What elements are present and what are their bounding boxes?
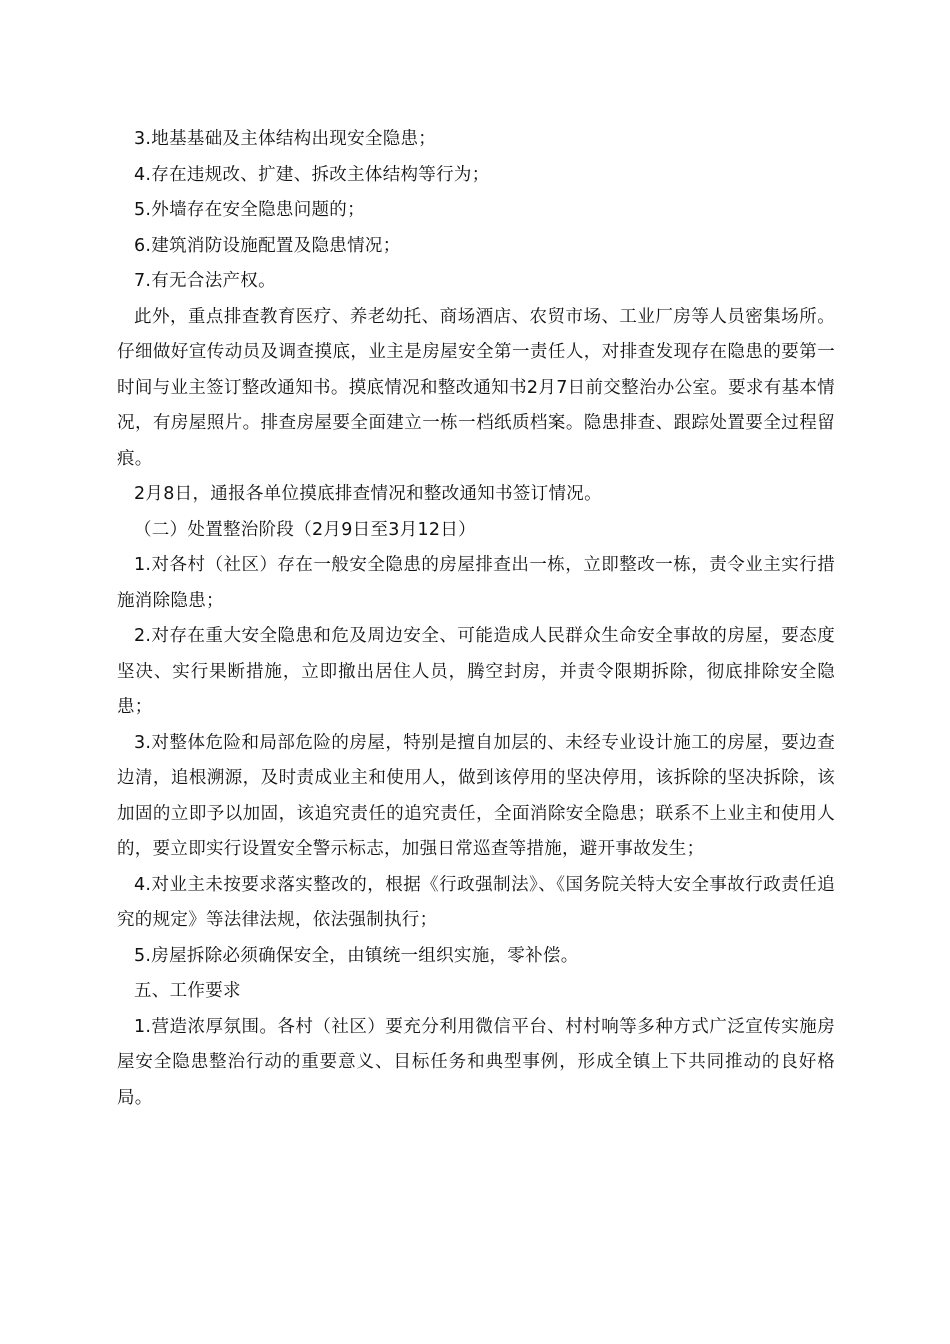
item-illegal-alteration: 4.存在违规改、扩建、拆改主体结构等行为； [134,164,490,185]
item-demolition: 5.房屋拆除必须确保安全，由镇统一组织实施，零补偿。 [134,945,579,966]
item-legal-property: 7.有无合法产权。 [134,271,276,291]
item-foundation-hazard: 3.地基基础及主体结构出现安全隐患； [134,129,437,149]
item-general-hazard: 1.对各村（社区）存在一般安全隐患的房屋排查出一栋，立即整改一栋，责令业主实行措施消除隐患； [117,555,835,611]
item-atmosphere: 1.营造浓厚氛围。各村（社区）要充分利用微信平台、村村响等多种方式广泛宣传实施房屋安全隐患整治行动的重要意义、目标任务和典型事例，形成全镇上下共同推动的良好格局。 [117,1016,835,1108]
section-heading-rectification: （二）处置整治阶段（2月9日至3月12日） [134,519,476,540]
item-major-hazard: 2.对存在重大安全隐患和危及周边安全、可能造成人民群众生命安全事故的房屋，要态度坚决、实行果断措施，立即撤出居住人员，腾空封房，并责令限期拆除，彻底排除安全隐患； [117,626,835,717]
document-page [117,122,835,1116]
section-heading-requirements: 五、工作要求 [134,981,241,1001]
item-dangerous-house: 3.对整体危险和局部危险的房屋，特别是擅自加层的、未经专业设计施工的房屋，要边查边清，追根溯源，及时责成业主和使用人，做到该停用的坚决停用，该拆除的坚决拆除，该加固的立即予以加固，该追究责任的追究责任，全面消除安全隐患；联系不上业主和使用人的，要立即实行设置安全警示标志，加强日常巡查等措施，避开事故发生； [117,732,835,859]
paragraph-key-inspection: 此外，重点排查教育医疗、养老幼托、商场酒店、农贸市场、工业厂房等人员密集场所。仔细做好宣传动员及调查摸底，业主是房屋安全第一责任人，对排查发现存在隐患的要第一时间与业主签订整改通知书。摸底情况和整改通知书2月7日前交整治办公室。要求有基本情况，有房屋照片。排查房屋要全面建立一栋一档纸质档案。隐患排查、跟踪处置要全过程留痕。 [117,306,835,469]
paragraph-feb8-report: 2月8日，通报各单位摸底排查情况和整改通知书签订情况。 [134,484,602,504]
item-exterior-wall: 5.外墙存在安全隐患问题的； [134,200,365,220]
item-enforcement: 4.对业主未按要求落实整改的，根据《行政强制法》、《国务院关特大安全事故行政责任追究的规定》等法律法规，依法强制执行； [117,874,835,930]
item-fire-facilities: 6.建筑消防设施配置及隐患情况； [134,235,401,256]
